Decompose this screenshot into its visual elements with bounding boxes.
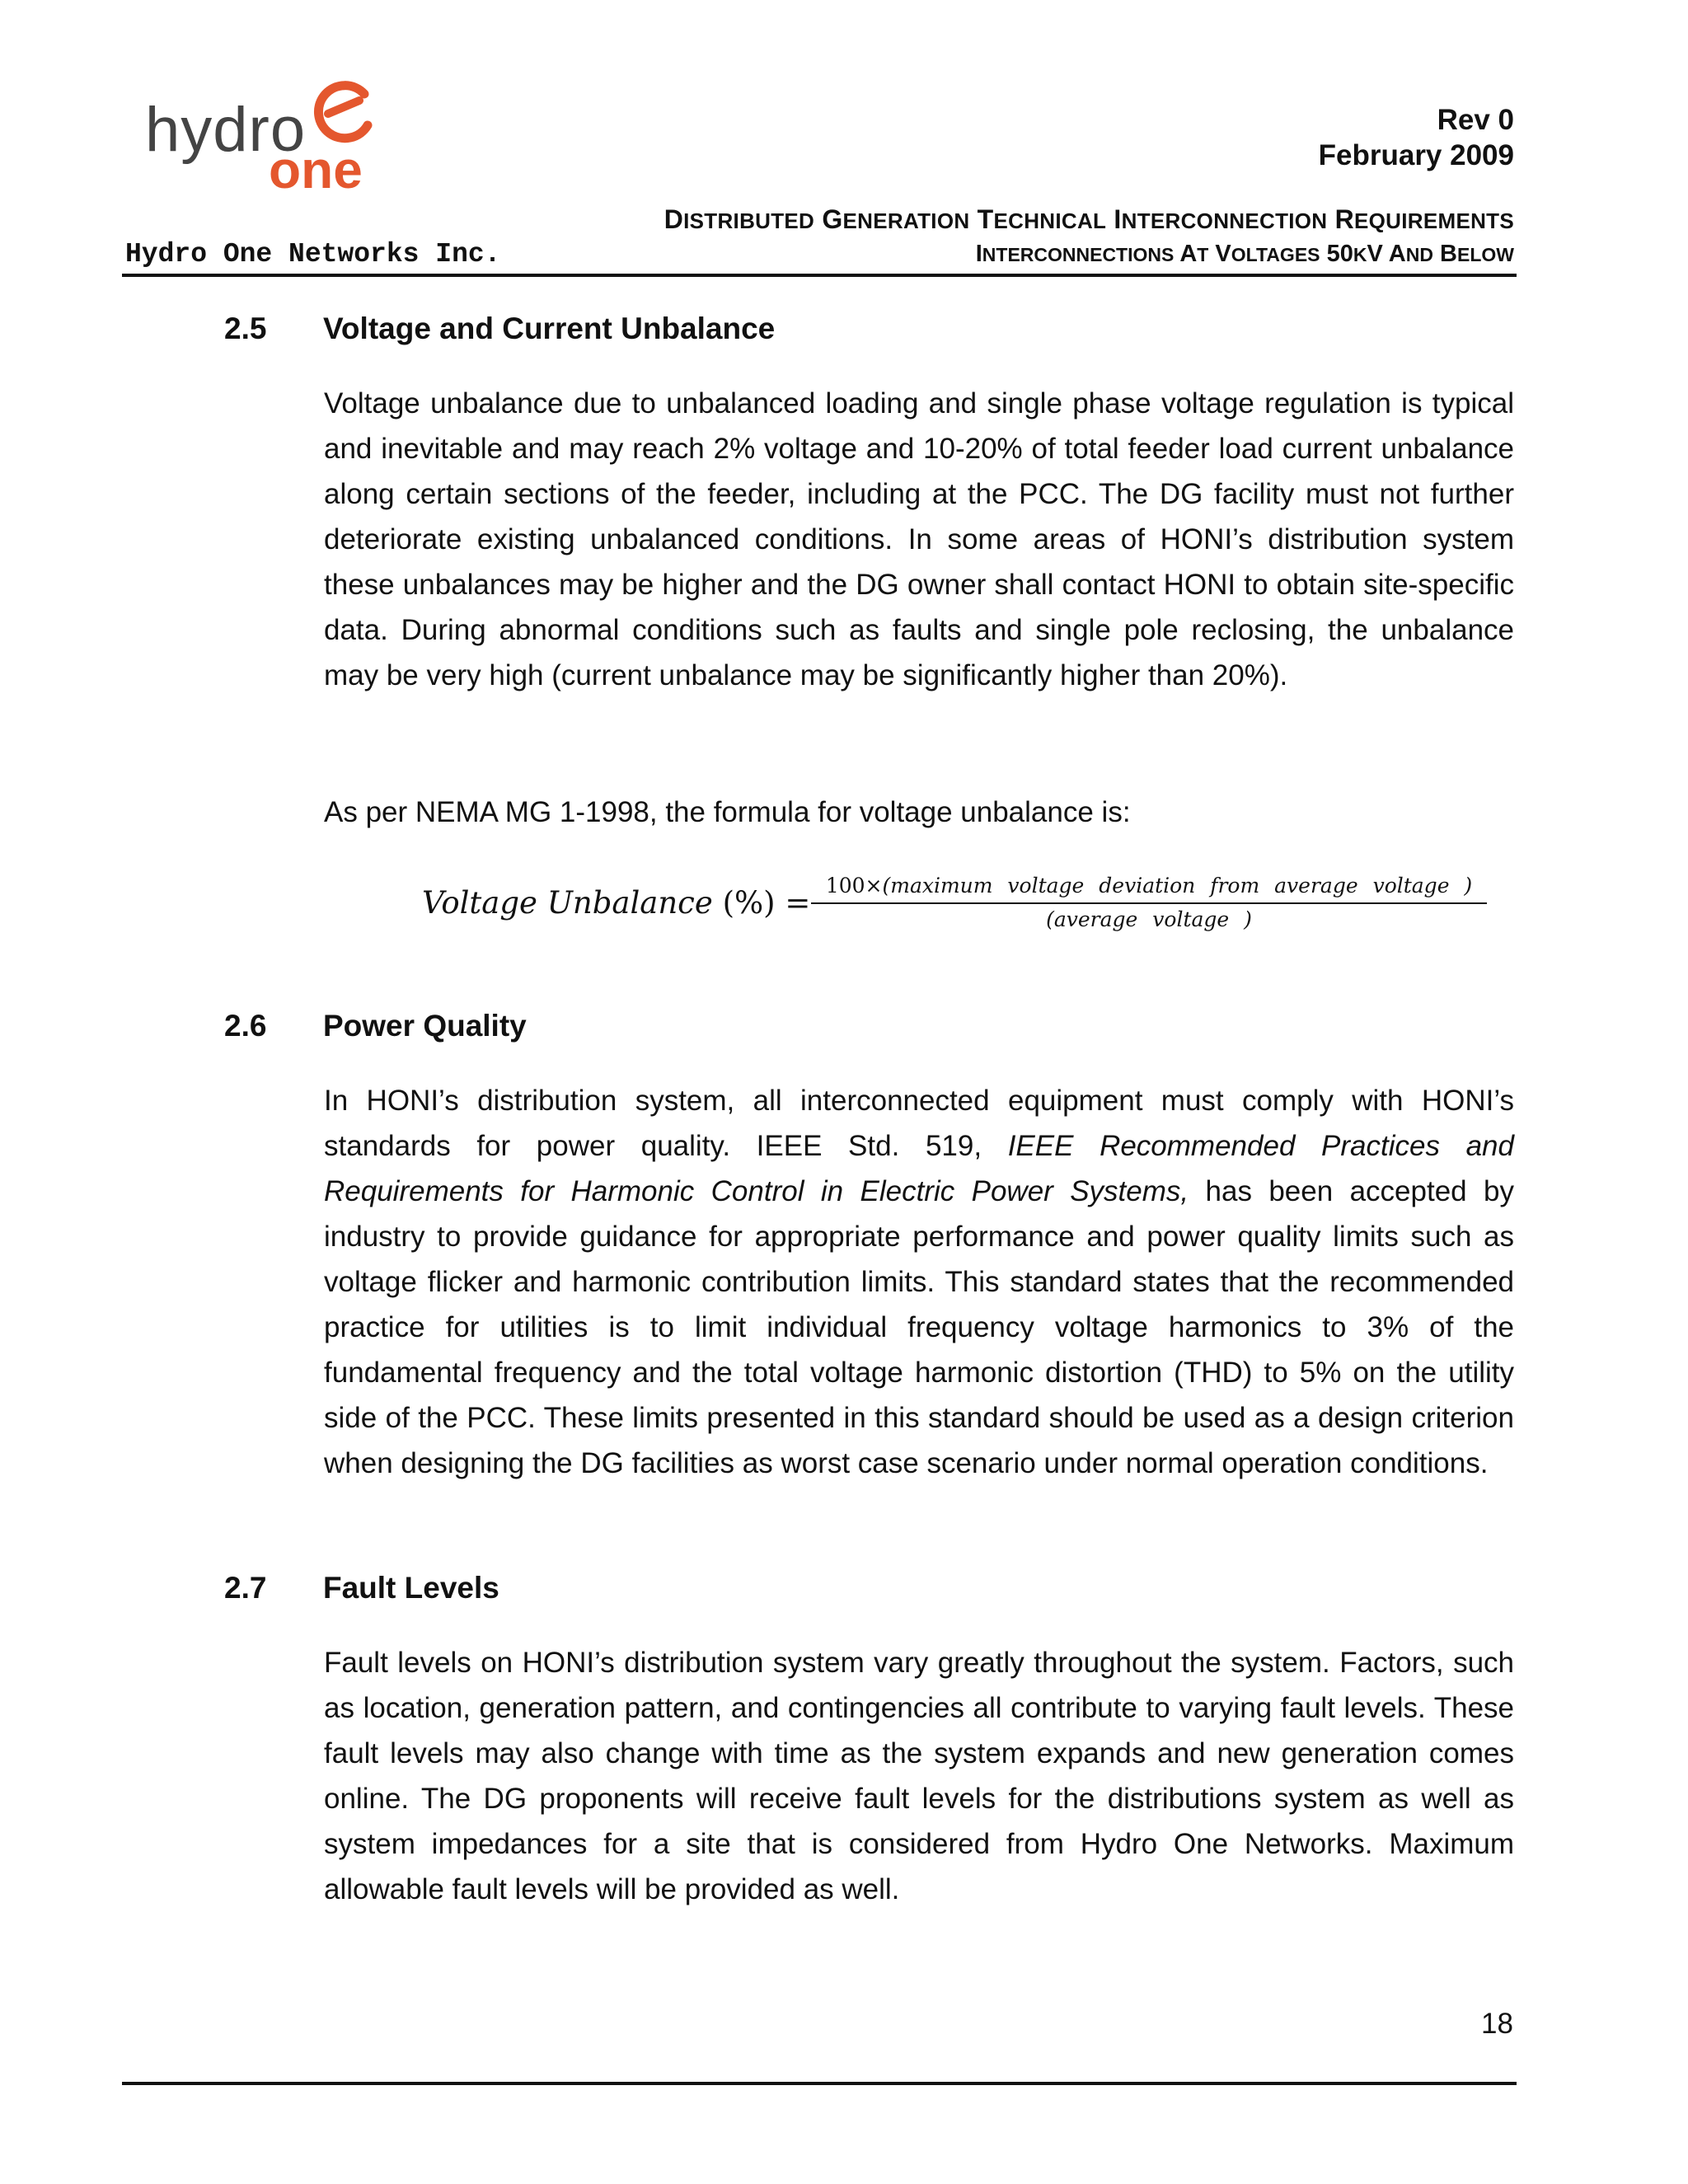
cited-standard-title: IEEE Recommended Practices and Requirements for Harmonic Control in Electric Power Systems, <box>324 1130 1514 1207</box>
revision-label: Rev 0 <box>1437 104 1514 136</box>
section-number: 2.5 <box>224 312 267 345</box>
section-paragraph: Voltage unbalance due to unbalanced loading and single phase voltage regulation is typical and inevitable and may reach 2% voltage and 10-20% of total feeder load current unbalance along certain sections of the feeder, including at the PCC. The DG facility must not further deteriorate existing unbalanced conditions. In some areas of HONI’s distribution system these unbalances may be higher and the DG owner shall contact HONI to obtain site-specific data. During abnormal conditions such as faults and single pole reclosing, the unbalance may be very high (current unbalance may be significantly higher than 20%). <box>324 387 1514 691</box>
formula-equals: = <box>785 885 811 921</box>
page-number: 18 <box>1481 2008 1513 2040</box>
title-word: DISTRIBUTED <box>663 204 815 234</box>
title-word: REQUIREMENTS <box>1334 204 1514 234</box>
section-paragraph: In HONI’s distribution system, all interconnected equipment must comply with HONI’s standards for power quality. IEEE Std. 519, IEEE Recommended Practices and Requirements for Harmonic Control in Electric Power Systems, has been accepted by industry to provide guidance for appropriate performance and power quality limits such as voltage flicker and harmonic contribution limits. This standard states that the recommended practice for utilities is to limit individual frequency voltage harmonics to 3% of the fundamental frequency and the total voltage harmonic distortion (THD) to 5% on the utility side of the PCC. These limits presented in this standard should be used as a design criterion when designing the DG facilities as worst case scenario under normal operation conditions. <box>324 1085 1514 1479</box>
title-word: GENERATION <box>822 204 970 234</box>
section-number: 2.6 <box>224 1009 267 1043</box>
formula-intro: As per NEMA MG 1-1998, the formula for voltage unbalance is: <box>324 796 1131 828</box>
footer-divider <box>122 2082 1517 2085</box>
formula-numerator: 100×(maximum voltage deviation from average voltage ) <box>825 874 1473 898</box>
formula-lhs-text: Voltage Unbalance <box>422 885 713 921</box>
header-divider <box>122 274 1517 277</box>
section-title: Fault Levels <box>323 1571 499 1605</box>
voltage-unbalance-formula <box>422 874 1493 948</box>
hydro-one-logo <box>145 76 392 199</box>
section-title: Power Quality <box>323 1009 527 1043</box>
section-paragraph: Fault levels on HONI’s distribution system vary greatly throughout the system. Factors, such as location, generation pattern, and contingencies all contribute to varying fault levels. These fault levels may also change with time as the system expands and new generation comes online. The DG proponents will receive fault levels for the distributions system as well as system impedances for a site that is considered from Hydro One Networks. Maximum allowable fault levels will be provided as well. <box>324 1647 1514 1905</box>
logo-text-one: one <box>269 140 363 199</box>
formula-lhs <box>422 885 810 921</box>
logo-text-hydro: hydro <box>145 95 307 165</box>
title-word: TECHNICAL <box>977 204 1107 234</box>
company-name: Hydro One Networks Inc. <box>125 239 501 269</box>
document-title <box>664 204 1514 235</box>
fraction-bar <box>811 902 1487 904</box>
formula-denominator: (average voltage ) <box>1046 907 1252 931</box>
formula-lhs-unit: (%) <box>722 885 776 921</box>
document-subtitle: INTERCONNECTIONS AT VOLTAGES 50KV AND BELOW <box>975 241 1514 267</box>
title-word: INTERCONNECTION <box>1114 204 1328 234</box>
section-number: 2.7 <box>224 1571 267 1605</box>
revision-block <box>1319 102 1514 173</box>
section-title: Voltage and Current Unbalance <box>323 312 776 345</box>
logo-swirl-icon <box>307 76 379 148</box>
formula-fraction <box>811 874 1487 931</box>
revision-date: February 2009 <box>1318 139 1514 171</box>
